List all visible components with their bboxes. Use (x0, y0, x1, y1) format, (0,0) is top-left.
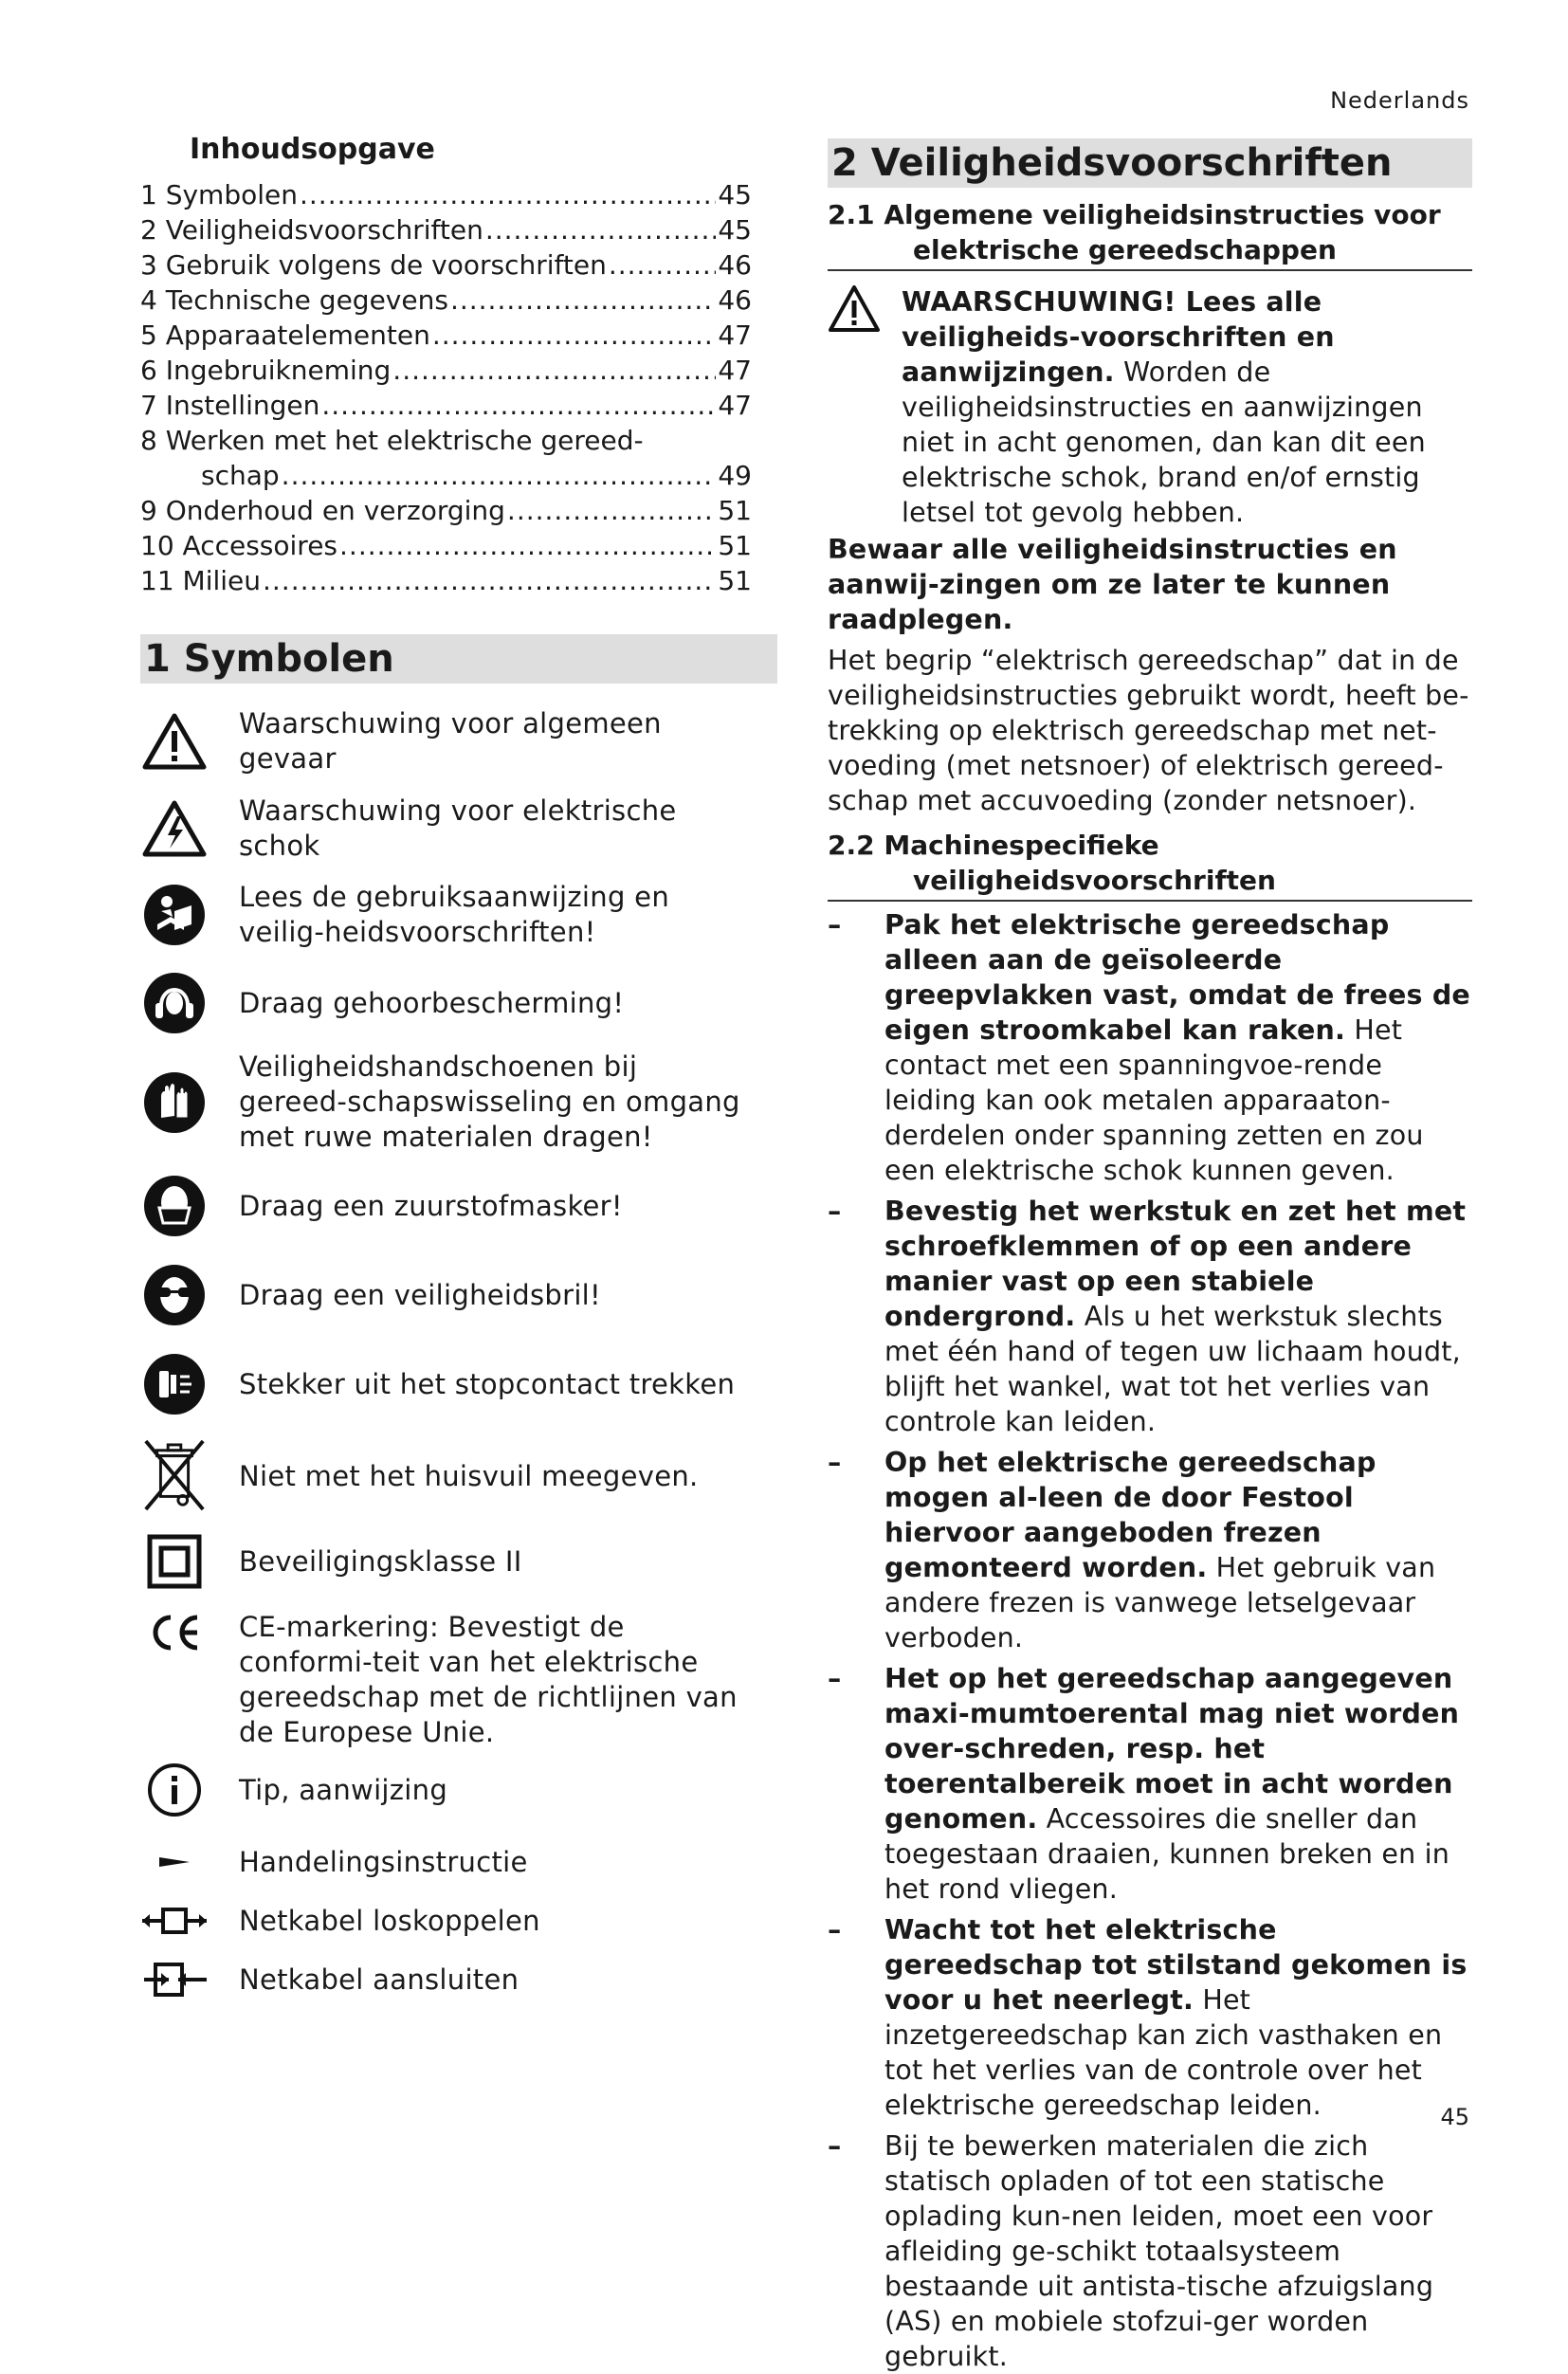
toc-entry[interactable]: 8 Werken met het elektrische gereed- (140, 425, 644, 456)
symbol-row: CE-markering: Bevestigt de conformi-teit van het elektrische gereedschap met de richtlijnen van de Europese Unie. (140, 1610, 777, 1750)
symbol-row: Tip, aanwijzing (140, 1762, 777, 1818)
warning-triangle-icon (828, 284, 881, 334)
divider (828, 269, 1472, 271)
symbol-row: Waarschuwing voor algemeen gevaar (140, 712, 777, 771)
language-label: Nederlands (1330, 87, 1469, 114)
symbol-row: Veiligheidshandschoenen bij gereed-schapswisseling en omgang met ruwe materialen dragen! (140, 1050, 777, 1155)
symbol-row: Draag een veiligheidsbril! (140, 1263, 777, 1327)
toc-entry[interactable]: 5 Apparaatelementen ..... 47 (140, 318, 752, 353)
symbol-row: Waarschuwing voor elektrische schok (140, 799, 777, 858)
symbol-row: Handelingsinstructie (140, 1843, 777, 1881)
toc-entry[interactable]: 2 Veiligheidsvoorschriften ..... 45 (140, 212, 752, 247)
section-heading-symbols: 1 Symbolen (140, 634, 777, 684)
warning-paragraph: WAARSCHUWING! Lees alle veiligheids-voorschriften en aanwijzingen. Worden de veiligheidsinstructies en aanwijzingen niet in acht genomen, dan kan dit een elektrische schok, brand en/of ernstig letsel tot gevolg hebben. (828, 284, 1472, 530)
subsection-heading-2-2: 2.2 Machinespecifieke veiligheidsvoorschriften (828, 830, 1276, 896)
toc-entry[interactable]: 11 Milieu ..... 51 (140, 563, 752, 598)
list-item: – Bevestig het werkstuk en zet het met schroefklemmen of op een andere manier vast op een stabiele ondergrond. Als u het werkstuk slechts met één hand of tegen uw lichaam houdt, blijft het wankel, wat tot het verlies van controle kan leiden. (828, 1196, 1467, 1437)
toc-entry[interactable]: 7 Instellingen ..... 47 (140, 388, 752, 423)
disconnect-cable-icon (140, 1905, 209, 1937)
toc-entry[interactable]: 6 Ingebruikneming ..... 47 (140, 353, 752, 388)
list-item: – Op het elektrische gereedschap mogen al-leen de door Festool hiervoor aangeboden frezen gemonteerd worden. Het gebruik van andere frezen is vanwege letselgevaar verboden. (828, 1447, 1436, 1653)
read-manual-icon (140, 883, 209, 947)
symbol-list (140, 707, 777, 2000)
ear-protection-icon (140, 971, 209, 1035)
toc-title: Inhoudsopgave (190, 133, 435, 166)
subsection-heading-2-1: 2.1 Algemene veiligheidsinstructies voor elektrische gereedschappen (828, 199, 1441, 265)
toc-entry[interactable]: 10 Accessoires ..... 51 (140, 528, 752, 563)
table-of-contents (140, 177, 752, 598)
page-number: 45 (1440, 2104, 1469, 2130)
symbol-row: Stekker uit het stopcontact trekken (140, 1350, 777, 1418)
list-item: – Bij te bewerken materialen die zich statisch opladen of tot een statische oplading kun-nen leiden, moet een voor afleiding ge-schikt totaalsysteem bestaande uit antista-tische afzuigslang (AS) en mobiele stofzui-ger worden gebruikt. (828, 2130, 1434, 2372)
info-icon (140, 1762, 209, 1818)
toc-entry[interactable]: 3 Gebruik volgens de voorschriften ..... 46 (140, 247, 752, 283)
warning-triangle-icon (140, 712, 209, 771)
unplug-icon (140, 1352, 209, 1416)
dust-mask-icon (140, 1174, 209, 1238)
term-definition: Het begrip “elektrisch gereedschap” dat in de veiligheidsinstructies gebruikt wordt, heeft be-trekking op elektrisch gereedschap met net-voeding (met netsnoer) of elektrisch gereed-schap met accuvoeding (zonder netsnoer). (828, 645, 1469, 816)
symbol-row: Lees de gebruiksaanwijzing en veilig-heidsvoorschriften! (140, 879, 777, 951)
list-item: – Het op het gereedschap aangegeven maxi-mumtoerental mag niet worden over-schreden, resp. het toerentalbereik moet in acht worden genomen. Accessoires die sneller dan toegestaan draaien, kunnen breken en in het rond vliegen. (828, 1663, 1460, 1905)
divider (828, 900, 1472, 902)
electric-warning-icon (140, 799, 209, 858)
symbol-row: Niet met het huisvuil meegeven. (140, 1435, 777, 1517)
right-column (828, 138, 1472, 2374)
list-item: – Wacht tot het elektrische gereedschap tot stilstand gekomen is voor u het neerlegt. Het inzetgereedschap kan zich vasthaken en tot het verlies van de controle over het elektrische gereedschap leiden. (828, 1914, 1468, 2121)
protection-class-icon (140, 1533, 209, 1590)
symbol-row: Draag een zuurstofmasker! (140, 1174, 777, 1238)
instruction-arrow-icon (140, 1854, 209, 1870)
ce-mark-icon (140, 1610, 209, 1652)
symbol-row: Draag gehoorbescherming! (140, 970, 777, 1036)
waste-bin-icon (140, 1436, 209, 1516)
keep-instructions-note: Bewaar alle veiligheidsinstructies en aanwij-zingen om ze later te kunnen raadplegen. (828, 534, 1397, 635)
toc-entry[interactable]: 1 Symbolen ..... 45 (140, 177, 752, 212)
gloves-icon (140, 1070, 209, 1135)
connect-cable-icon (140, 1961, 209, 1999)
safety-glasses-icon (140, 1263, 209, 1327)
section-heading-safety: 2 Veiligheidsvoorschriften (828, 138, 1472, 188)
list-item: – Pak het elektrische gereedschap alleen aan de geïsoleerde greepvlakken vast, omdat de frees de eigen stroomkabel kan raken. Het contact met een spanningvoe-rende leiding kan ook metalen apparaaton-derdelen onder spanning zetten en zou een elektrische schok kunnen geven. (828, 909, 1470, 1186)
symbol-row: Netkabel loskoppelen (140, 1902, 777, 1940)
toc-entry[interactable]: 4 Technische gegevens ..... 46 (140, 283, 752, 318)
toc-entry[interactable]: 9 Onderhoud en verzorging ..... 51 (140, 493, 752, 528)
symbol-row: Beveiligingsklasse II (140, 1530, 777, 1593)
symbol-row: Netkabel aansluiten (140, 1959, 777, 2000)
toc-entry-continued[interactable]: schap ..... 49 (140, 458, 752, 493)
left-column (140, 133, 777, 2000)
